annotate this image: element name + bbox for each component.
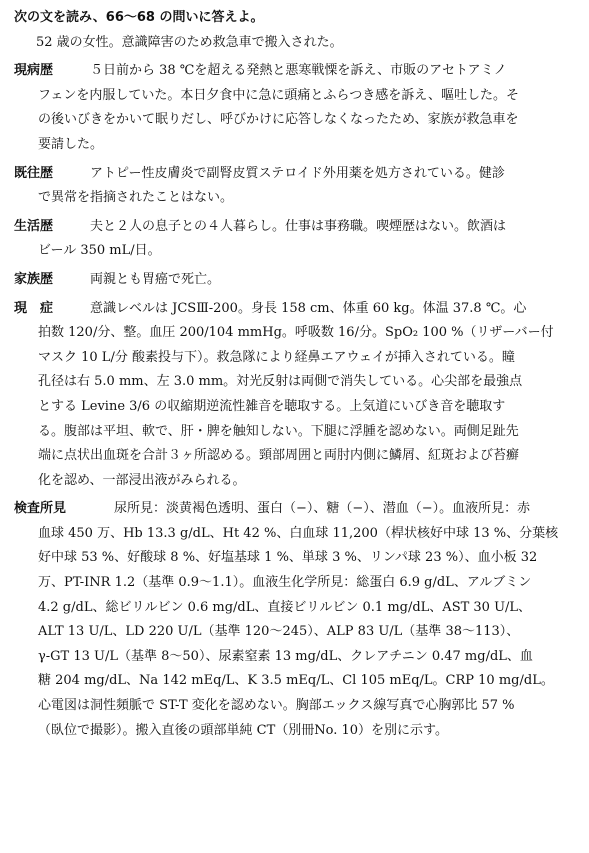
section-line: 糖 204 mg/dL、Na 142 mEq/L、K 3.5 mEq/L、Cl 105 mEq/L。CRP 10 mg/dL。 <box>38 673 554 689</box>
section-label: 現 症 <box>14 300 54 316</box>
section-present-illness <box>14 59 579 157</box>
section-family-history <box>14 268 579 293</box>
section-line: で異常を指摘されたことはない。 <box>38 190 234 206</box>
patient-summary: 52 歳の女性。意識障害のため救急車で搬入された。 <box>36 34 343 50</box>
section-line: ビール 350 mL/日。 <box>38 243 161 259</box>
instruction-heading: 次の文を読み、66〜68 の問いに答えよ。 <box>14 10 264 25</box>
section-line: とする Levine 3/6 の収縮期逆流性雑音を聴取する。上気道にいびき音を聴取す <box>38 398 506 414</box>
section-line: 血球 450 万、Hb 13.3 g/dL、Ht 42 %、白血球 11,200（桿状核好中球 13 %、分葉核 <box>38 525 559 541</box>
section-label: 家族歴 <box>14 271 54 287</box>
section-line: の後いびきをかいて眠りだし、呼びかけに応答しなくなったため、家族が救急車を <box>38 112 519 128</box>
section-physical-findings <box>14 297 579 494</box>
section-line: 4.2 g/dL、総ビリルビン 0.6 mg/dL、直接ビリルビン 0.1 mg/dL、AST 30 U/L、 <box>38 599 532 615</box>
section-line: 端に点状出血斑を合計３ヶ所認める。頸部周囲と両肘内側に鱗屑、紅斑および苔癬 <box>38 448 520 464</box>
section-line: 好中球 53 %、好酸球 8 %、好塩基球 1 %、単球 3 %、リンパ球 23 %）、血小板 32 <box>38 550 538 566</box>
section-line: （臥位で撮影）。搬入直後の頭部単純 CT（別冊No. 10）を別に示す。 <box>38 722 448 738</box>
section-line: 心電図は洞性頻脈で ST-T 変化を認めない。胸部エックス線写真で心胸郭比 57 % <box>38 698 515 714</box>
section-label: 生活歴 <box>14 218 54 234</box>
section-line: 尿所見：淡黄褐色透明、蛋白（−）、糖（−）、潜血（−）。血液所見：赤 <box>114 501 531 517</box>
section-line: る。腹部は平坦、軟で、肝・脾を触知しない。下腿に浮腫を認めない。両側足趾先 <box>38 423 519 439</box>
section-line: ALT 13 U/L、LD 220 U/L（基準 120〜245）、ALP 83 U/L（基準 38〜113）、 <box>38 624 520 640</box>
section-line: アトピー性皮膚炎で副腎皮質ステロイド外用薬を処方されている。健診 <box>90 165 505 181</box>
section-social-history <box>14 215 579 264</box>
section-line: 意識レベルは JCSⅢ-200。身長 158 cm、体重 60 kg。体温 37.8 ℃。心 <box>90 300 527 316</box>
section-line: γ-GT 13 U/L（基準 8〜50）、尿素窒素 13 mg/dL、クレアチニン 0.47 mg/dL、血 <box>38 648 533 664</box>
section-line: 要請した。 <box>38 136 104 152</box>
section-line: フェンを内服していた。本日夕食中に急に頭痛とふらつき感を訴え、嘔吐した。そ <box>38 87 520 103</box>
section-label: 現病歴 <box>14 63 54 79</box>
section-line: マスク 10 L/分 酸素投与下）。救急隊により経鼻エアウェイが挿入されている。瞳 <box>38 349 515 365</box>
section-line: 万、PT-INR 1.2（基準 0.9〜1.1）。血液生化学所見：総蛋白 6.9 g/dL、アルブミン <box>38 575 532 591</box>
section-past-history <box>14 162 579 211</box>
section-label: 検査所見 <box>14 501 67 517</box>
section-line: 化を認め、一部浸出液がみられる。 <box>38 472 246 488</box>
section-lab-findings <box>14 497 579 743</box>
section-line: 両親とも胃癌で死亡。 <box>90 271 221 287</box>
section-label: 既往歴 <box>14 165 54 181</box>
section-line: ５日前から 38 ℃を超える発熱と悪寒戦慄を訴え、市販のアセトアミノ <box>90 63 507 79</box>
section-line: 夫と２人の息子との４人暮らし。仕事は事務職。喫煙歴はない。飲酒は <box>90 218 507 234</box>
section-line: 拍数 120/分、整。血圧 200/104 mmHg。呼吸数 16/分。SpO₂ 100 %（リザーバー付 <box>38 325 554 341</box>
section-line: 孔径は右 5.0 mm、左 3.0 mm。対光反射は両側で消失している。心尖部を最強点 <box>38 374 523 390</box>
